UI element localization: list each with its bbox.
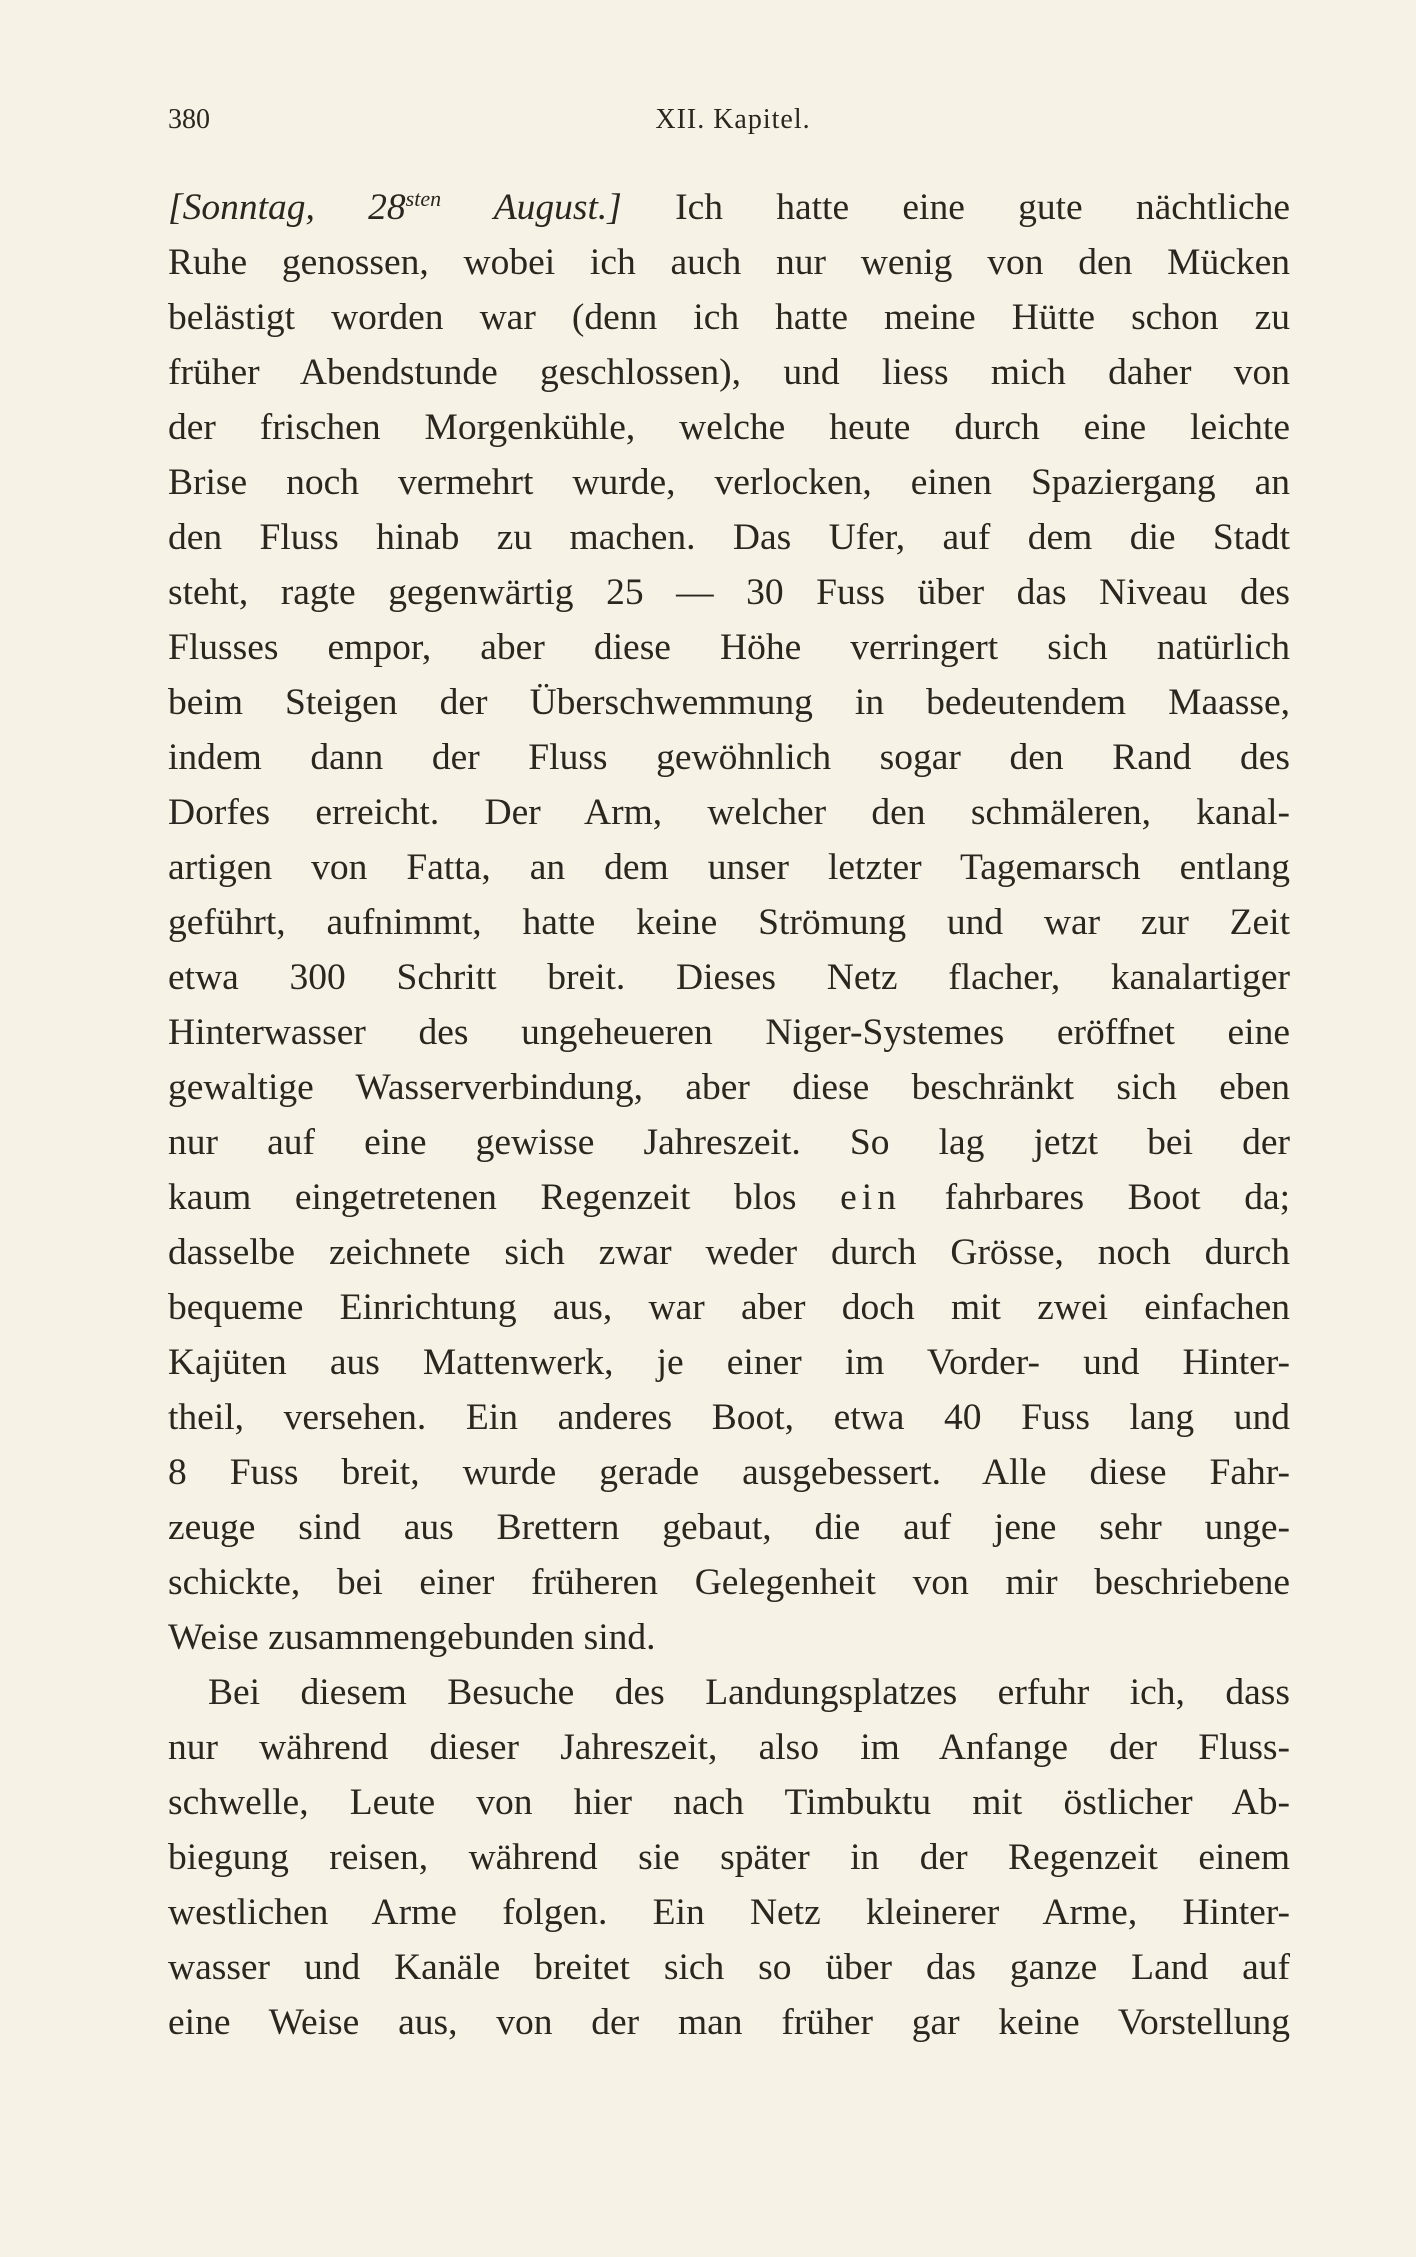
text-line: kaum eingetretenen Regenzeit blos ein fahrbares Boot da; <box>168 1177 1291 1218</box>
text-line: Dorfes erreicht. Der Arm, welcher den schmäleren, kanal- <box>168 792 1290 833</box>
text-line: dasselbe zeichnete sich zwar weder durch Grösse, noch durch <box>168 1232 1290 1273</box>
text-line: bequeme Einrichtung aus, war aber doch mit zwei einfachen <box>168 1287 1290 1328</box>
text-line: der frischen Morgenkühle, welche heute durch eine leichte <box>168 407 1290 448</box>
text-line: Flusses empor, aber diese Höhe verringert sich natürlich <box>168 627 1290 668</box>
running-head: XII. Kapitel. <box>655 104 811 135</box>
text-line: Brise noch vermehrt wurde, verlocken, einen Spaziergang an <box>168 462 1290 503</box>
text-line: [Sonntag, $28^{sten}$ August.] Ich hatte eine gute nächtliche <box>168 186 1290 228</box>
text-line: Ruhe genossen, wobei ich auch nur wenig von den Mücken <box>168 242 1290 283</box>
page-number: 380 <box>168 104 210 135</box>
text-line: etwa 300 Schritt breit. Dieses Netz flacher, kanalartiger <box>168 957 1290 998</box>
text-line: zeuge sind aus Brettern gebaut, die auf jene sehr unge- <box>168 1507 1290 1548</box>
text-line: schwelle, Leute von hier nach Timbuktu mit östlicher Ab- <box>168 1782 1290 1823</box>
date-note: [Sonntag, $28^{sten}$ August.] <box>168 186 622 228</box>
emphasized-word: ein <box>840 1177 901 1218</box>
text-line: den Fluss hinab zu machen. Das Ufer, auf dem die Stadt <box>168 517 1290 558</box>
text-line: theil, versehen. Ein anderes Boot, etwa 40 Fuss lang und <box>168 1397 1290 1438</box>
text-line: beim Steigen der Überschwemmung in bedeutendem Maasse, <box>168 682 1290 723</box>
paragraph-end-line: Weise zusammengebunden sind. <box>168 1617 656 1658</box>
text-line: biegung reisen, während sie später in der Regenzeit einem <box>168 1837 1290 1878</box>
text-line: steht, ragte gegenwärtig 25 — 30 Fuss über das Niveau des <box>168 572 1290 613</box>
text-line: eine Weise aus, von der man früher gar keine Vorstellung <box>168 2002 1290 2043</box>
text-line: nur auf eine gewisse Jahreszeit. So lag jetzt bei der <box>168 1122 1290 1163</box>
text-line: artigen von Fatta, an dem unser letzter Tagemarsch entlang <box>168 847 1290 888</box>
text-line: schickte, bei einer früheren Gelegenheit von mir beschriebene <box>168 1562 1290 1603</box>
body-text <box>168 180 1290 2050</box>
text-line: Kajüten aus Mattenwerk, je einer im Vorder- und Hinter- <box>168 1342 1290 1383</box>
text-line: 8 Fuss breit, wurde gerade ausgebessert. Alle diese Fahr- <box>168 1452 1290 1493</box>
text-line: indem dann der Fluss gewöhnlich sogar den Rand des <box>168 737 1290 778</box>
text-line: westlichen Arme folgen. Ein Netz kleinerer Arme, Hinter- <box>168 1892 1290 1933</box>
text-line: Hinterwasser des ungeheueren Niger-Systemes eröffnet eine <box>168 1012 1290 1053</box>
text-line: geführt, aufnimmt, hatte keine Strömung und war zur Zeit <box>168 902 1290 943</box>
page-header <box>168 100 1298 140</box>
text-line: belästigt worden war (denn ich hatte meine Hütte schon zu <box>168 297 1290 338</box>
text-line: nur während dieser Jahreszeit, also im Anfange der Fluss- <box>168 1727 1290 1768</box>
text-line: gewaltige Wasserverbindung, aber diese beschränkt sich eben <box>168 1067 1290 1108</box>
text-line: früher Abendstunde geschlossen), und liess mich daher von <box>168 352 1290 393</box>
text-line: wasser und Kanäle breitet sich so über das ganze Land auf <box>168 1947 1290 1988</box>
paragraph-start-line: Bei diesem Besuche des Landungsplatzes erfuhr ich, dass <box>208 1672 1290 1713</box>
